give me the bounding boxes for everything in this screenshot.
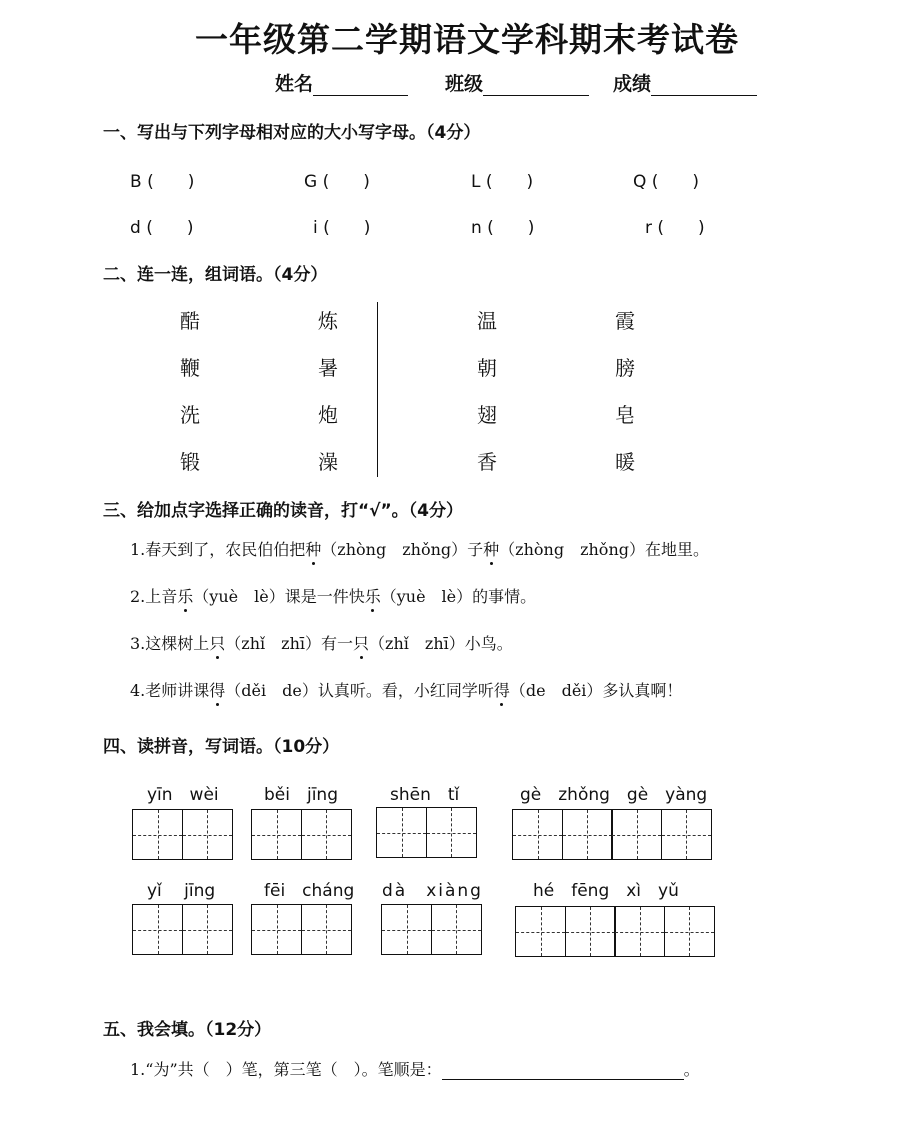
writing-cell[interactable] bbox=[301, 904, 352, 955]
match-char[interactable]: 朝 bbox=[477, 356, 497, 380]
class-blank[interactable] bbox=[483, 75, 589, 96]
match-char[interactable]: 鞭 bbox=[180, 356, 200, 380]
writing-cell[interactable] bbox=[381, 904, 432, 955]
pinyin-label: fēi cháng bbox=[264, 881, 355, 901]
dotted-char: 只 bbox=[209, 631, 225, 654]
writing-cell[interactable] bbox=[512, 809, 563, 860]
writing-cell[interactable] bbox=[661, 809, 712, 860]
writing-cell[interactable] bbox=[614, 906, 665, 957]
pinyin-label: dà xiàng bbox=[382, 881, 483, 901]
match-char[interactable]: 霞 bbox=[615, 309, 635, 333]
letter-item[interactable]: B ( ) bbox=[130, 172, 195, 192]
match-char[interactable]: 暖 bbox=[615, 450, 635, 474]
pinyin-label: hé fēng xì yǔ bbox=[533, 881, 679, 901]
dotted-char: 得 bbox=[494, 678, 510, 701]
class-label: 班级 bbox=[445, 73, 484, 95]
name-blank[interactable] bbox=[313, 75, 408, 96]
match-char[interactable]: 翅 bbox=[477, 403, 497, 427]
writing-cell[interactable] bbox=[431, 904, 482, 955]
score-blank[interactable] bbox=[651, 75, 757, 96]
writing-cell[interactable] bbox=[182, 809, 233, 860]
writing-cell[interactable] bbox=[515, 906, 566, 957]
letter-item[interactable]: L ( ) bbox=[471, 172, 534, 192]
writing-grid bbox=[376, 807, 477, 858]
stroke-order-blank[interactable] bbox=[442, 1063, 684, 1080]
match-char[interactable]: 澡 bbox=[318, 450, 338, 474]
writing-cell[interactable] bbox=[562, 809, 613, 860]
match-char[interactable]: 香 bbox=[477, 450, 497, 474]
pinyin-label: gè zhǒng gè yàng bbox=[520, 785, 708, 805]
match-char[interactable]: 炮 bbox=[318, 403, 338, 427]
divider-line bbox=[377, 302, 378, 477]
section-5-heading: 五、我会填。（12分） bbox=[103, 1020, 272, 1040]
writing-cell[interactable] bbox=[565, 906, 616, 957]
writing-grid bbox=[251, 904, 352, 955]
question-3: 3.这棵树上只（zhǐ zhī）有一只（zhǐ zhī）小鸟。 bbox=[130, 631, 513, 654]
letter-item[interactable]: r ( ) bbox=[645, 218, 705, 238]
writing-grid bbox=[381, 904, 482, 955]
class-field bbox=[445, 69, 589, 96]
fill-question-1: 1.“为”共（ ）笔，第三笔（ ）。笔顺是： 。 bbox=[130, 1060, 700, 1079]
writing-grid bbox=[251, 809, 352, 860]
match-char[interactable]: 暑 bbox=[318, 356, 338, 380]
score-label: 成绩 bbox=[613, 73, 652, 95]
dotted-char: 得 bbox=[209, 678, 225, 701]
pinyin-label: shēn tǐ bbox=[390, 785, 460, 805]
match-char[interactable]: 皂 bbox=[615, 403, 635, 427]
pinyin-label: yǐ jīng bbox=[147, 881, 216, 901]
pinyin-label: yīn wèi bbox=[147, 785, 219, 805]
writing-cell[interactable] bbox=[251, 904, 302, 955]
dotted-char: 只 bbox=[353, 631, 369, 654]
writing-cell[interactable] bbox=[426, 807, 477, 858]
match-char[interactable]: 膀 bbox=[615, 356, 635, 380]
letter-item[interactable]: Q ( ) bbox=[633, 172, 700, 192]
writing-grid bbox=[132, 904, 233, 955]
name-field bbox=[275, 69, 408, 96]
dotted-char: 种 bbox=[305, 537, 321, 560]
section-2-heading: 二、连一连，组词语。（4分） bbox=[103, 265, 328, 285]
section-3-heading: 三、给加点字选择正确的读音，打“√”。（4分） bbox=[103, 501, 464, 521]
writing-grid bbox=[512, 809, 712, 860]
writing-cell[interactable] bbox=[611, 809, 662, 860]
letter-item[interactable]: n ( ) bbox=[471, 218, 535, 238]
pinyin-label: běi jīng bbox=[264, 785, 338, 805]
writing-cell[interactable] bbox=[182, 904, 233, 955]
writing-cell[interactable] bbox=[132, 904, 183, 955]
match-char[interactable]: 炼 bbox=[318, 309, 338, 333]
score-field bbox=[613, 69, 757, 96]
question-2: 2.上音乐（yuè lè）课是一件快乐（yuè lè）的事情。 bbox=[130, 584, 536, 607]
writing-cell[interactable] bbox=[132, 809, 183, 860]
dotted-char: 乐 bbox=[177, 584, 193, 607]
letter-item[interactable]: G ( ) bbox=[304, 172, 370, 192]
match-char[interactable]: 酷 bbox=[180, 309, 200, 333]
dotted-char: 种 bbox=[483, 537, 499, 560]
writing-grid bbox=[132, 809, 233, 860]
writing-grid bbox=[515, 906, 715, 957]
question-4: 4.老师讲课得（děi de）认真听。看，小红同学听得（de děi）多认真啊！ bbox=[130, 678, 682, 701]
page-title: 一年级第二学期语文学科期末考试卷 bbox=[195, 20, 739, 59]
match-char[interactable]: 锻 bbox=[180, 450, 200, 474]
section-4-heading: 四、读拼音，写词语。（10分） bbox=[103, 737, 340, 757]
section-1-heading: 一、写出与下列字母相对应的大小写字母。（4分） bbox=[103, 123, 481, 143]
question-1: 1.春天到了，农民伯伯把种（zhòng zhǒng）子种（zhòng zhǒng）在地里。 bbox=[130, 537, 709, 560]
writing-cell[interactable] bbox=[301, 809, 352, 860]
match-char[interactable]: 洗 bbox=[180, 403, 200, 427]
dotted-char: 乐 bbox=[365, 584, 381, 607]
writing-cell[interactable] bbox=[251, 809, 302, 860]
letter-item[interactable]: i ( ) bbox=[313, 218, 371, 238]
writing-cell[interactable] bbox=[664, 906, 715, 957]
match-char[interactable]: 温 bbox=[477, 309, 497, 333]
letter-item[interactable]: d ( ) bbox=[130, 218, 194, 238]
writing-cell[interactable] bbox=[376, 807, 427, 858]
name-label: 姓名 bbox=[275, 73, 314, 95]
